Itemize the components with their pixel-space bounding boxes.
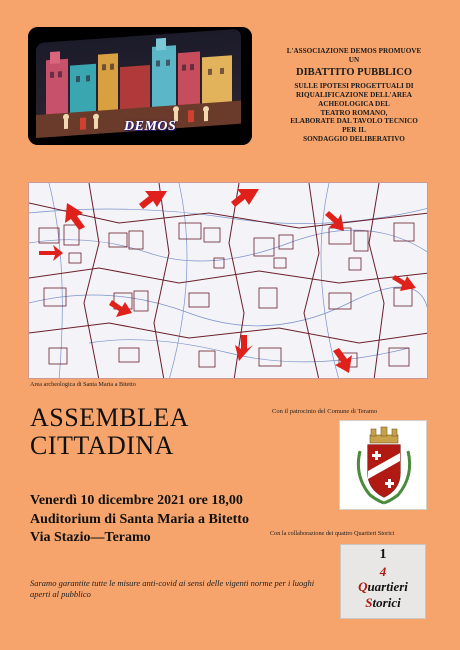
event-details [30,492,249,548]
event-address: Via Stazio—Teramo [30,530,151,545]
assembly-title-line-2: CITTADINA [30,431,174,460]
covid-notice: Saramo garantite tutte le misure anti-covid ai sensi delle vigenti norme per i luoghi aperti al pubblico [30,578,315,599]
header-announcement [258,47,450,144]
map-drawing [29,183,428,379]
patronage-text: Con il patrocinio del Comune di Teramo [272,408,378,415]
assembly-title [30,404,189,460]
qs-s-rest: torici [372,595,401,610]
header-line-4: SULLE IPOTESI PROGETTUALI DI [294,82,414,91]
qs-number-four: 4 [379,564,387,579]
event-date: Venerdì 10 dicembre 2021 ore 18,00 [30,493,243,508]
header-title: DIBATTITO PUBBLICO [295,66,413,78]
quattro-quartieri-storici-logo [340,544,426,619]
qs-storici [341,595,425,611]
qs-quartieri [341,579,425,595]
qs-q-initial: Q [358,579,368,594]
header-line-10: SONDAGGIO DELIBERATIVO [303,135,405,144]
qs-q-rest: uartieri [367,579,408,594]
archaeological-area-map [28,182,428,379]
header-line-1: L'ASSOCIAZIONE DEMOS PROMUOVE [286,47,422,55]
event-venue: Auditorium di Santa Maria a Bitetto [30,511,249,527]
header-line-2: UN [348,55,360,64]
header-line-9: PER IL [342,126,366,135]
coat-of-arms-icon [340,421,428,511]
logo-text: DEMOS [124,119,177,134]
collaboration-text: Con la collaborazione dei quattro Quartieri Storici [270,530,395,537]
demos-logo-card [28,27,252,145]
assembly-title-line-1: ASSEMBLEA [30,403,190,432]
header-line-8: ELABORATE DAL TAVOLO TECNICO [290,117,418,126]
header-line-7: TEATRO ROMANO, [320,108,388,117]
map-caption: Area archeologica di Santa Maria a Bitetto [30,381,136,388]
header-line-6: ACHEOLOGICA DEL [318,99,390,108]
teramo-coat-of-arms [339,420,427,510]
qs-s-initial: S [365,595,373,610]
qs-number-one: 1 [379,547,387,562]
header-line-5: RIQUALIFICAZIONE DELL'AREA [295,91,413,100]
